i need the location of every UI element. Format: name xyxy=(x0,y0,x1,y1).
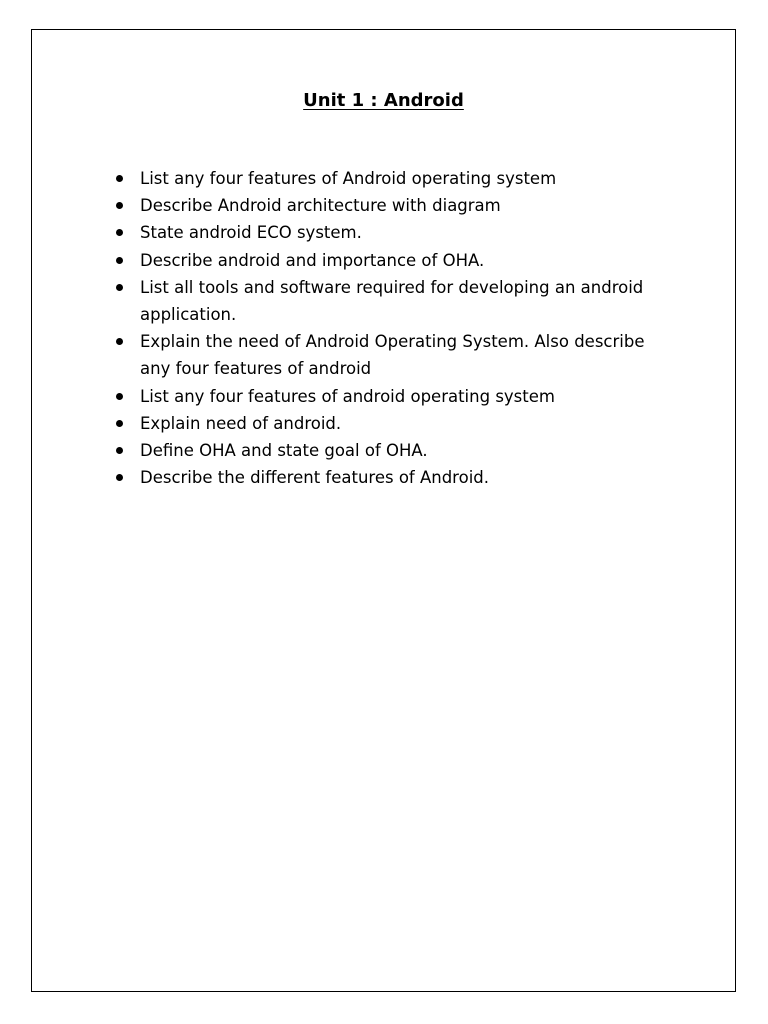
list-item xyxy=(112,464,672,491)
list-item xyxy=(112,328,672,382)
page-title: Unit 1 : Android xyxy=(303,90,464,111)
list-item xyxy=(112,192,672,219)
question-text: List any four features of Android operating system xyxy=(140,169,557,188)
question-text: Describe the different features of Android. xyxy=(140,468,490,488)
bullet-icon xyxy=(116,447,123,454)
question-list xyxy=(112,165,672,491)
list-item xyxy=(112,437,672,464)
bullet-icon xyxy=(116,474,123,481)
list-item xyxy=(112,247,672,274)
bullet-icon xyxy=(116,284,123,291)
bullet-icon xyxy=(116,393,123,400)
bullet-icon xyxy=(116,338,123,345)
document-page xyxy=(31,29,736,992)
list-item xyxy=(112,165,672,192)
list-item xyxy=(112,274,672,328)
bullet-icon xyxy=(116,229,123,236)
bullet-icon xyxy=(116,257,123,264)
list-item xyxy=(112,219,672,246)
question-text: Explain need of android. xyxy=(140,413,342,433)
list-item xyxy=(112,410,672,437)
question-text: Describe Android architecture with diagram xyxy=(140,196,501,216)
bullet-icon xyxy=(116,202,123,209)
question-text: State android ECO system. xyxy=(140,223,362,243)
list-item xyxy=(112,383,672,410)
bullet-icon xyxy=(116,175,123,182)
question-text: List any four features of android operating system xyxy=(140,386,555,406)
question-text: Define OHA and state goal of OHA. xyxy=(140,441,428,461)
question-text: List all tools and software required for developing an android application. xyxy=(140,277,644,325)
question-text: Describe android and importance of OHA. xyxy=(140,250,485,270)
question-text: Explain the need of Android Operating System. Also describe any four features of android xyxy=(140,332,645,379)
bullet-icon xyxy=(116,420,123,427)
